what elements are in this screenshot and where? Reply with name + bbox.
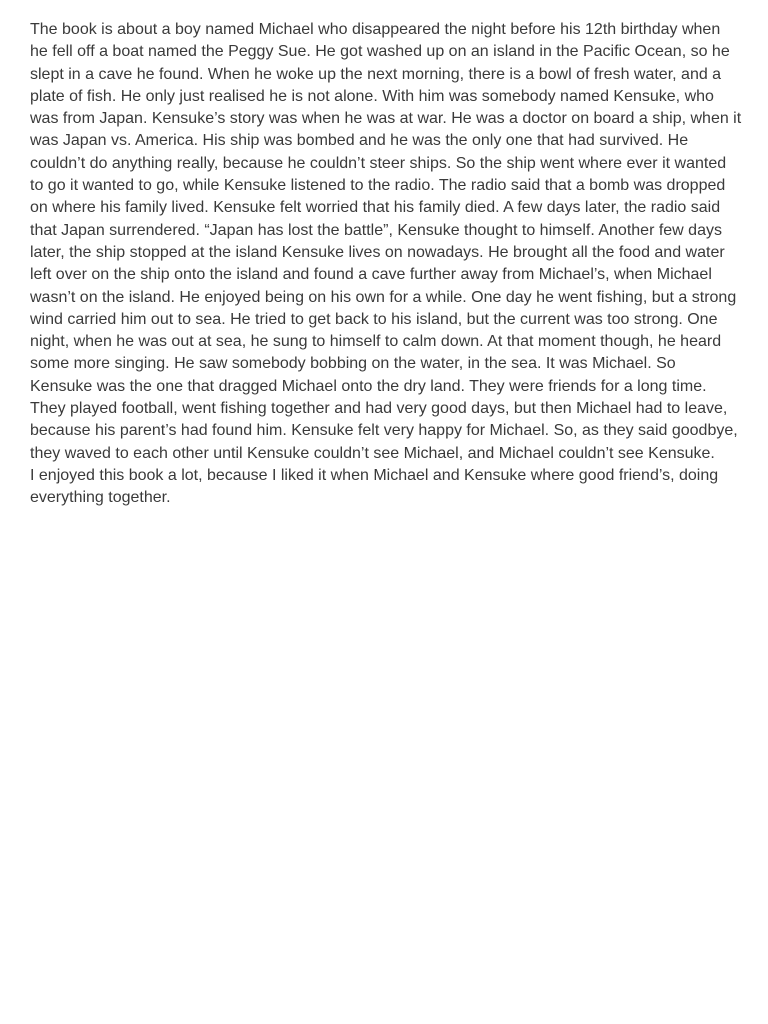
document-body: [30, 19, 742, 510]
paragraph-summary: The book is about a boy named Michael who disappeared the night before his 12th birthday when he fell off a boat named the Peggy Sue. He got washed up on an island in the Pacific Ocean, so he slept in a cave he found. When he woke up the next morning, there is a bowl of fresh water, and a plate of fish. He only just realised he is not alone. With him was somebody named Kensuke, who was from Japan. Kensuke’s story was when he was at war. He was a doctor on board a ship, when it was Japan vs. America. His ship was bombed and he was the only one that had survived. He couldn’t do anything really, because he couldn’t steer ships. So the ship went where ever it wanted to go it wanted to go, while Kensuke listened to the radio. The radio said that a bomb was dropped on where his family lived. Kensuke felt worried that his family died. A few days later, the radio said that Japan surrendered. “Japan has lost the battle”, Kensuke thought to himself. Another few days later, the ship stopped at the island Kensuke lives on nowadays. He brought all the food and water left over on the ship onto the island and found a cave further away from Michael’s, when Michael wasn’t on the island. He enjoyed being on his own for a while. One day he went fishing, but a strong wind carried him out to sea. He tried to get back to his island, but the current was too strong. One night, when he was out at sea, he sung to himself to calm down. At that moment though, he heard some more singing. He saw somebody bobbing on the water, in the sea. It was Michael. So Kensuke was the one that dragged Michael onto the dry land. They were friends for a long time. They played football, went fishing together and had very good days, but then Michael had to leave, because his parent’s had found him. Kensuke felt very happy for Michael. So, as they said goodbye, they waved to each other until Kensuke couldn’t see Michael, and Michael couldn’t see Kensuke.: [30, 21, 742, 462]
paragraph-opinion: I enjoyed this book a lot, because I liked it when Michael and Kensuke where good friend’s, doing everything together.: [30, 466, 719, 507]
